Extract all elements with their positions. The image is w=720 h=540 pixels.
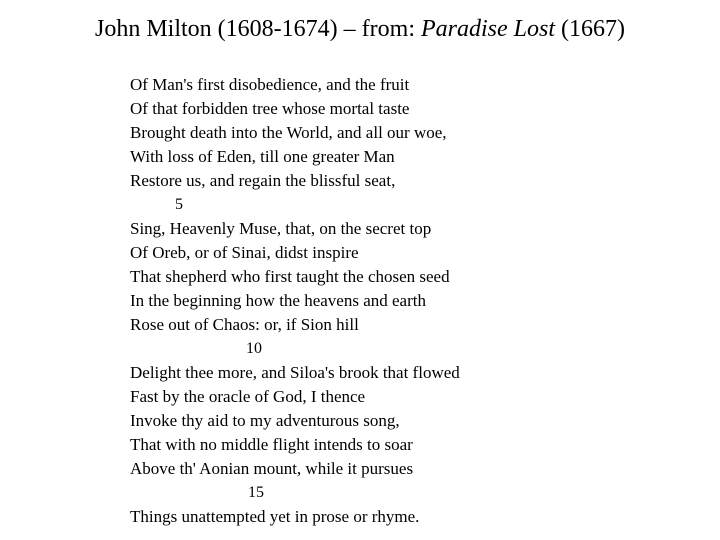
poem-line: Restore us, and regain the blissful seat, — [130, 171, 396, 190]
poem-line: Things unattempted yet in prose or rhyme. — [130, 507, 420, 526]
title-work: Paradise Lost — [420, 16, 555, 42]
line-number: 15 — [248, 484, 264, 501]
poem-line: Sing, Heavenly Muse, that, on the secret top — [130, 219, 432, 238]
poem-line: Rose out of Chaos: or, if Sion hill — [130, 315, 359, 334]
poem-line: In the beginning how the heavens and earth — [130, 291, 426, 310]
poem-line: Fast by the oracle of God, I thence — [130, 387, 366, 406]
title-year: (1667) — [555, 16, 625, 42]
title-author: John Milton (1608-1674) – from: — [95, 16, 421, 42]
poem-text — [130, 73, 700, 529]
page-title — [0, 13, 720, 45]
line-number: 5 — [175, 196, 183, 213]
poem-line: That shepherd who first taught the chosen seed — [130, 267, 450, 286]
line-number: 10 — [246, 340, 262, 357]
poem-line: Invoke thy aid to my adventurous song, — [130, 411, 400, 430]
poem-line: Above th' Aonian mount, while it pursues — [130, 459, 414, 478]
poem-line: That with no middle flight intends to soar — [130, 435, 413, 454]
poem-line: Of Man's first disobedience, and the fruit — [130, 75, 410, 94]
poem-line: Of Oreb, or of Sinai, didst inspire — [130, 243, 359, 262]
poem-line: Of that forbidden tree whose mortal taste — [130, 99, 410, 118]
poem-line: Delight thee more, and Siloa's brook that flowed — [130, 363, 460, 382]
poem-line: Brought death into the World, and all our woe, — [130, 123, 447, 142]
poem-line: With loss of Eden, till one greater Man — [130, 147, 395, 166]
